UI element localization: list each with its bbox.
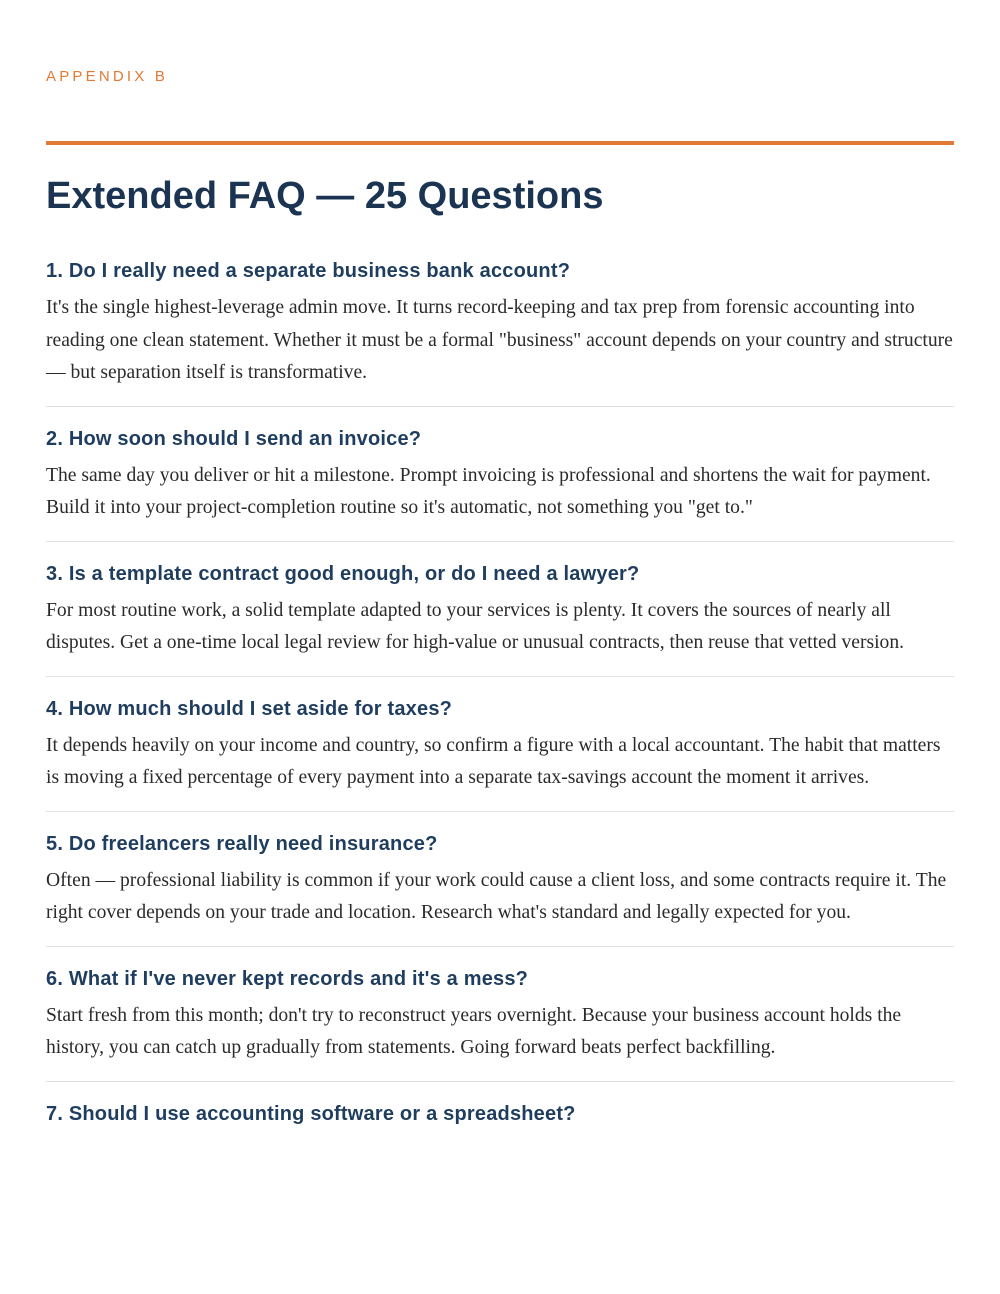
faq-answer: It's the single highest-leverage admin move. It turns record-keeping and tax prep from forensic accounting into reading one clean statement. Whether it must be a formal "business" account depends on your country and structure — but separation itself is transformative.	[46, 297, 953, 383]
faq-item	[46, 695, 954, 812]
faq-item	[46, 560, 954, 677]
faq-question: 5. Do freelancers really need insurance?	[46, 832, 438, 855]
appendix-label: APPENDIX B	[46, 68, 169, 85]
faq-item	[46, 1100, 954, 1151]
faq-answer: It depends heavily on your income and country, so confirm a figure with a local accountant. The habit that matters is moving a fixed percentage of every payment into a separate tax-savings account the moment it arrives.	[46, 734, 941, 788]
faq-question: 6. What if I've never kept records and it's a mess?	[46, 967, 529, 990]
faq-question: 7. Should I use accounting software or a spreadsheet?	[46, 1102, 576, 1125]
faq-question: 1. Do I really need a separate business bank account?	[46, 260, 571, 282]
faq-answer: Start fresh from this month; don't try to reconstruct years overnight. Because your business account holds the history, you can catch up gradually from statements. Going forward beats perfect backfilling.	[46, 1004, 902, 1058]
faq-item	[46, 830, 954, 947]
faq-question: 4. How much should I set aside for taxes?	[46, 697, 453, 720]
accent-rule	[46, 141, 954, 145]
page-title: Extended FAQ — 25 Questions	[46, 175, 604, 217]
faq-answer: Often — professional liability is common if your work could cause a client loss, and some contracts require it. The right cover depends on your trade and location. Research what's standard and legally expected for you.	[46, 869, 947, 923]
faq-answer: For most routine work, a solid template adapted to your services is plenty. It covers the sources of nearly all disputes. Get a one-time local legal review for high-value or unusual contracts, then reuse that vetted version.	[46, 599, 905, 653]
faq-item	[46, 965, 954, 1082]
faq-item	[46, 257, 954, 407]
faq-item	[46, 425, 954, 542]
faq-list	[46, 257, 954, 1169]
faq-question: 2. How soon should I send an invoice?	[46, 427, 422, 450]
faq-answer: The same day you deliver or hit a milestone. Prompt invoicing is professional and shortens the wait for payment. Build it into your project-completion routine so it's automatic, not something you "get to."	[46, 464, 931, 518]
faq-question: 3. Is a template contract good enough, or do I need a lawyer?	[46, 562, 640, 585]
